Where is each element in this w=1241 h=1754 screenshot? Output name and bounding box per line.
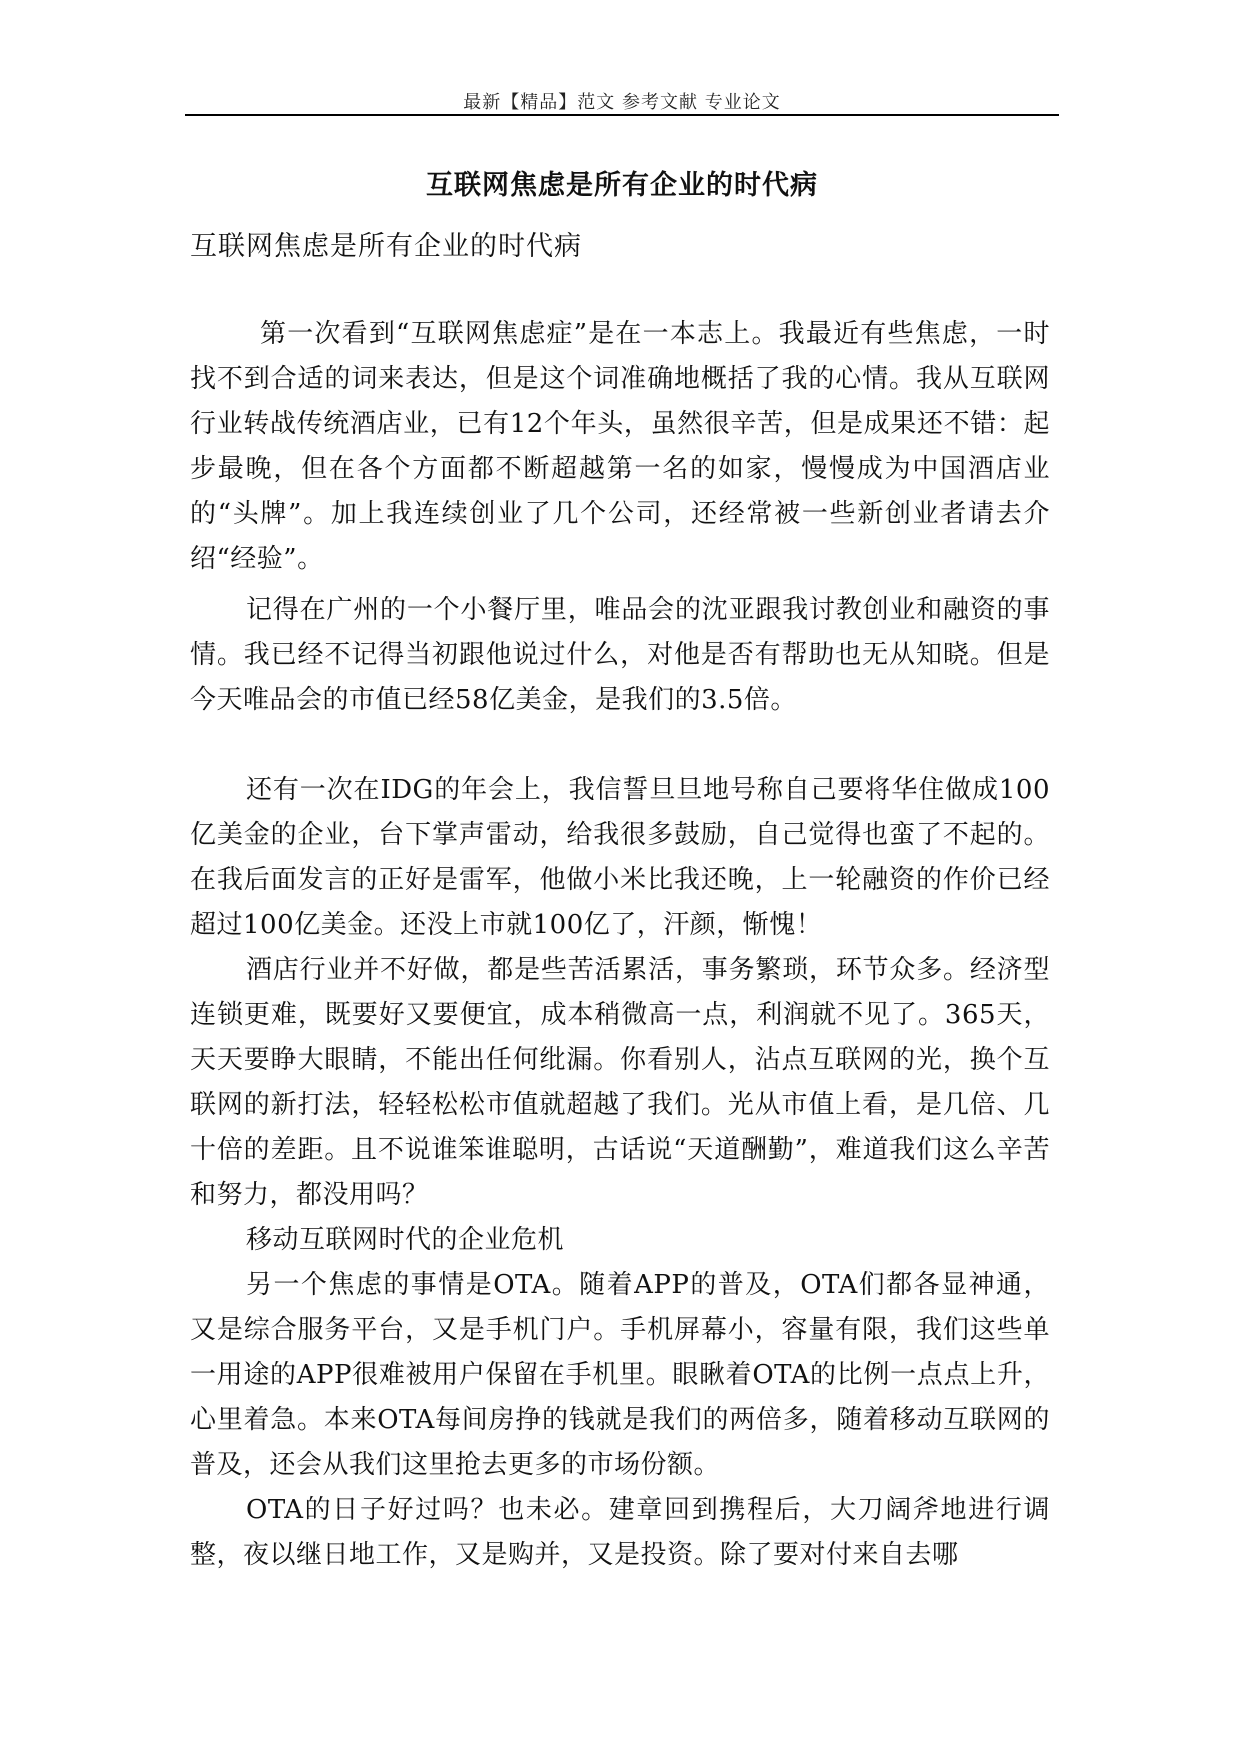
- document-subtitle: 互联网焦虑是所有企业的时代病: [190, 231, 582, 262]
- paragraph: 第一次看到“互联网焦虑症”是在一本志上。我最近有些焦虑，一时找不到合适的词来表达，但是这个词准确地概括了我的心情。我从互联网行业转战传统酒店业，已有12个年头，虽然很辛苦，但是成果还不错：起步最晚，但在各个方面都不断超越第一名的如家，慢慢成为中国酒店业的“头牌”。加上我连续创业了几个公司，还经常被一些新创业者请去介绍“经验”。: [190, 319, 1050, 574]
- document-title: 互联网焦虑是所有企业的时代病: [426, 170, 818, 201]
- header-divider: [185, 114, 1059, 116]
- page-header: 最新【精品】范文 参考文献 专业论文: [463, 92, 781, 113]
- paragraph: 另一个焦虑的事情是OTA。随着APP的普及，OTA们都各显神通，又是综合服务平台，又是手机门户。手机屏幕小，容量有限，我们这些单一用途的APP很难被用户保留在手机里。眼瞅着OTA的比例一点点上升，心里着急。本来OTA每间房挣的钱就是我们的两倍多，随着移动互联网的普及，还会从我们这里抢去更多的市场份额。: [190, 1270, 1050, 1480]
- section-heading: 移动互联网时代的企业危机: [246, 1225, 565, 1255]
- paragraph: 记得在广州的一个小餐厅里，唯品会的沈亚跟我讨教创业和融资的事情。我已经不记得当初跟他说过什么，对他是否有帮助也无从知晓。但是今天唯品会的市值已经58亿美金，是我们的3.5倍。: [190, 595, 1050, 715]
- paragraph: OTA的日子好过吗？也未必。建章回到携程后，大刀阔斧地进行调整，夜以继日地工作，又是购并，又是投资。除了要对付来自去哪: [190, 1495, 1050, 1570]
- paragraph: 还有一次在IDG的年会上，我信誓旦旦地号称自己要将华住做成100亿美金的企业，台下掌声雷动，给我很多鼓励，自己觉得也蛮了不起的。在我后面发言的正好是雷军，他做小米比我还晚，上一轮融资的作价已经超过100亿美金。还没上市就100亿了，汗颜，惭愧！: [190, 775, 1050, 940]
- paragraph: 酒店行业并不好做，都是些苦活累活，事务繁琐，环节众多。经济型连锁更难，既要好又要便宜，成本稍微高一点，利润就不见了。365天，天天要睁大眼睛，不能出任何纰漏。你看别人，沾点互联网的光，换个互联网的新打法，轻轻松松市值就超越了我们。光从市值上看，是几倍、几十倍的差距。且不说谁笨谁聪明，古话说“天道酬勤”，难道我们这么辛苦和努力，都没用吗？: [190, 955, 1050, 1210]
